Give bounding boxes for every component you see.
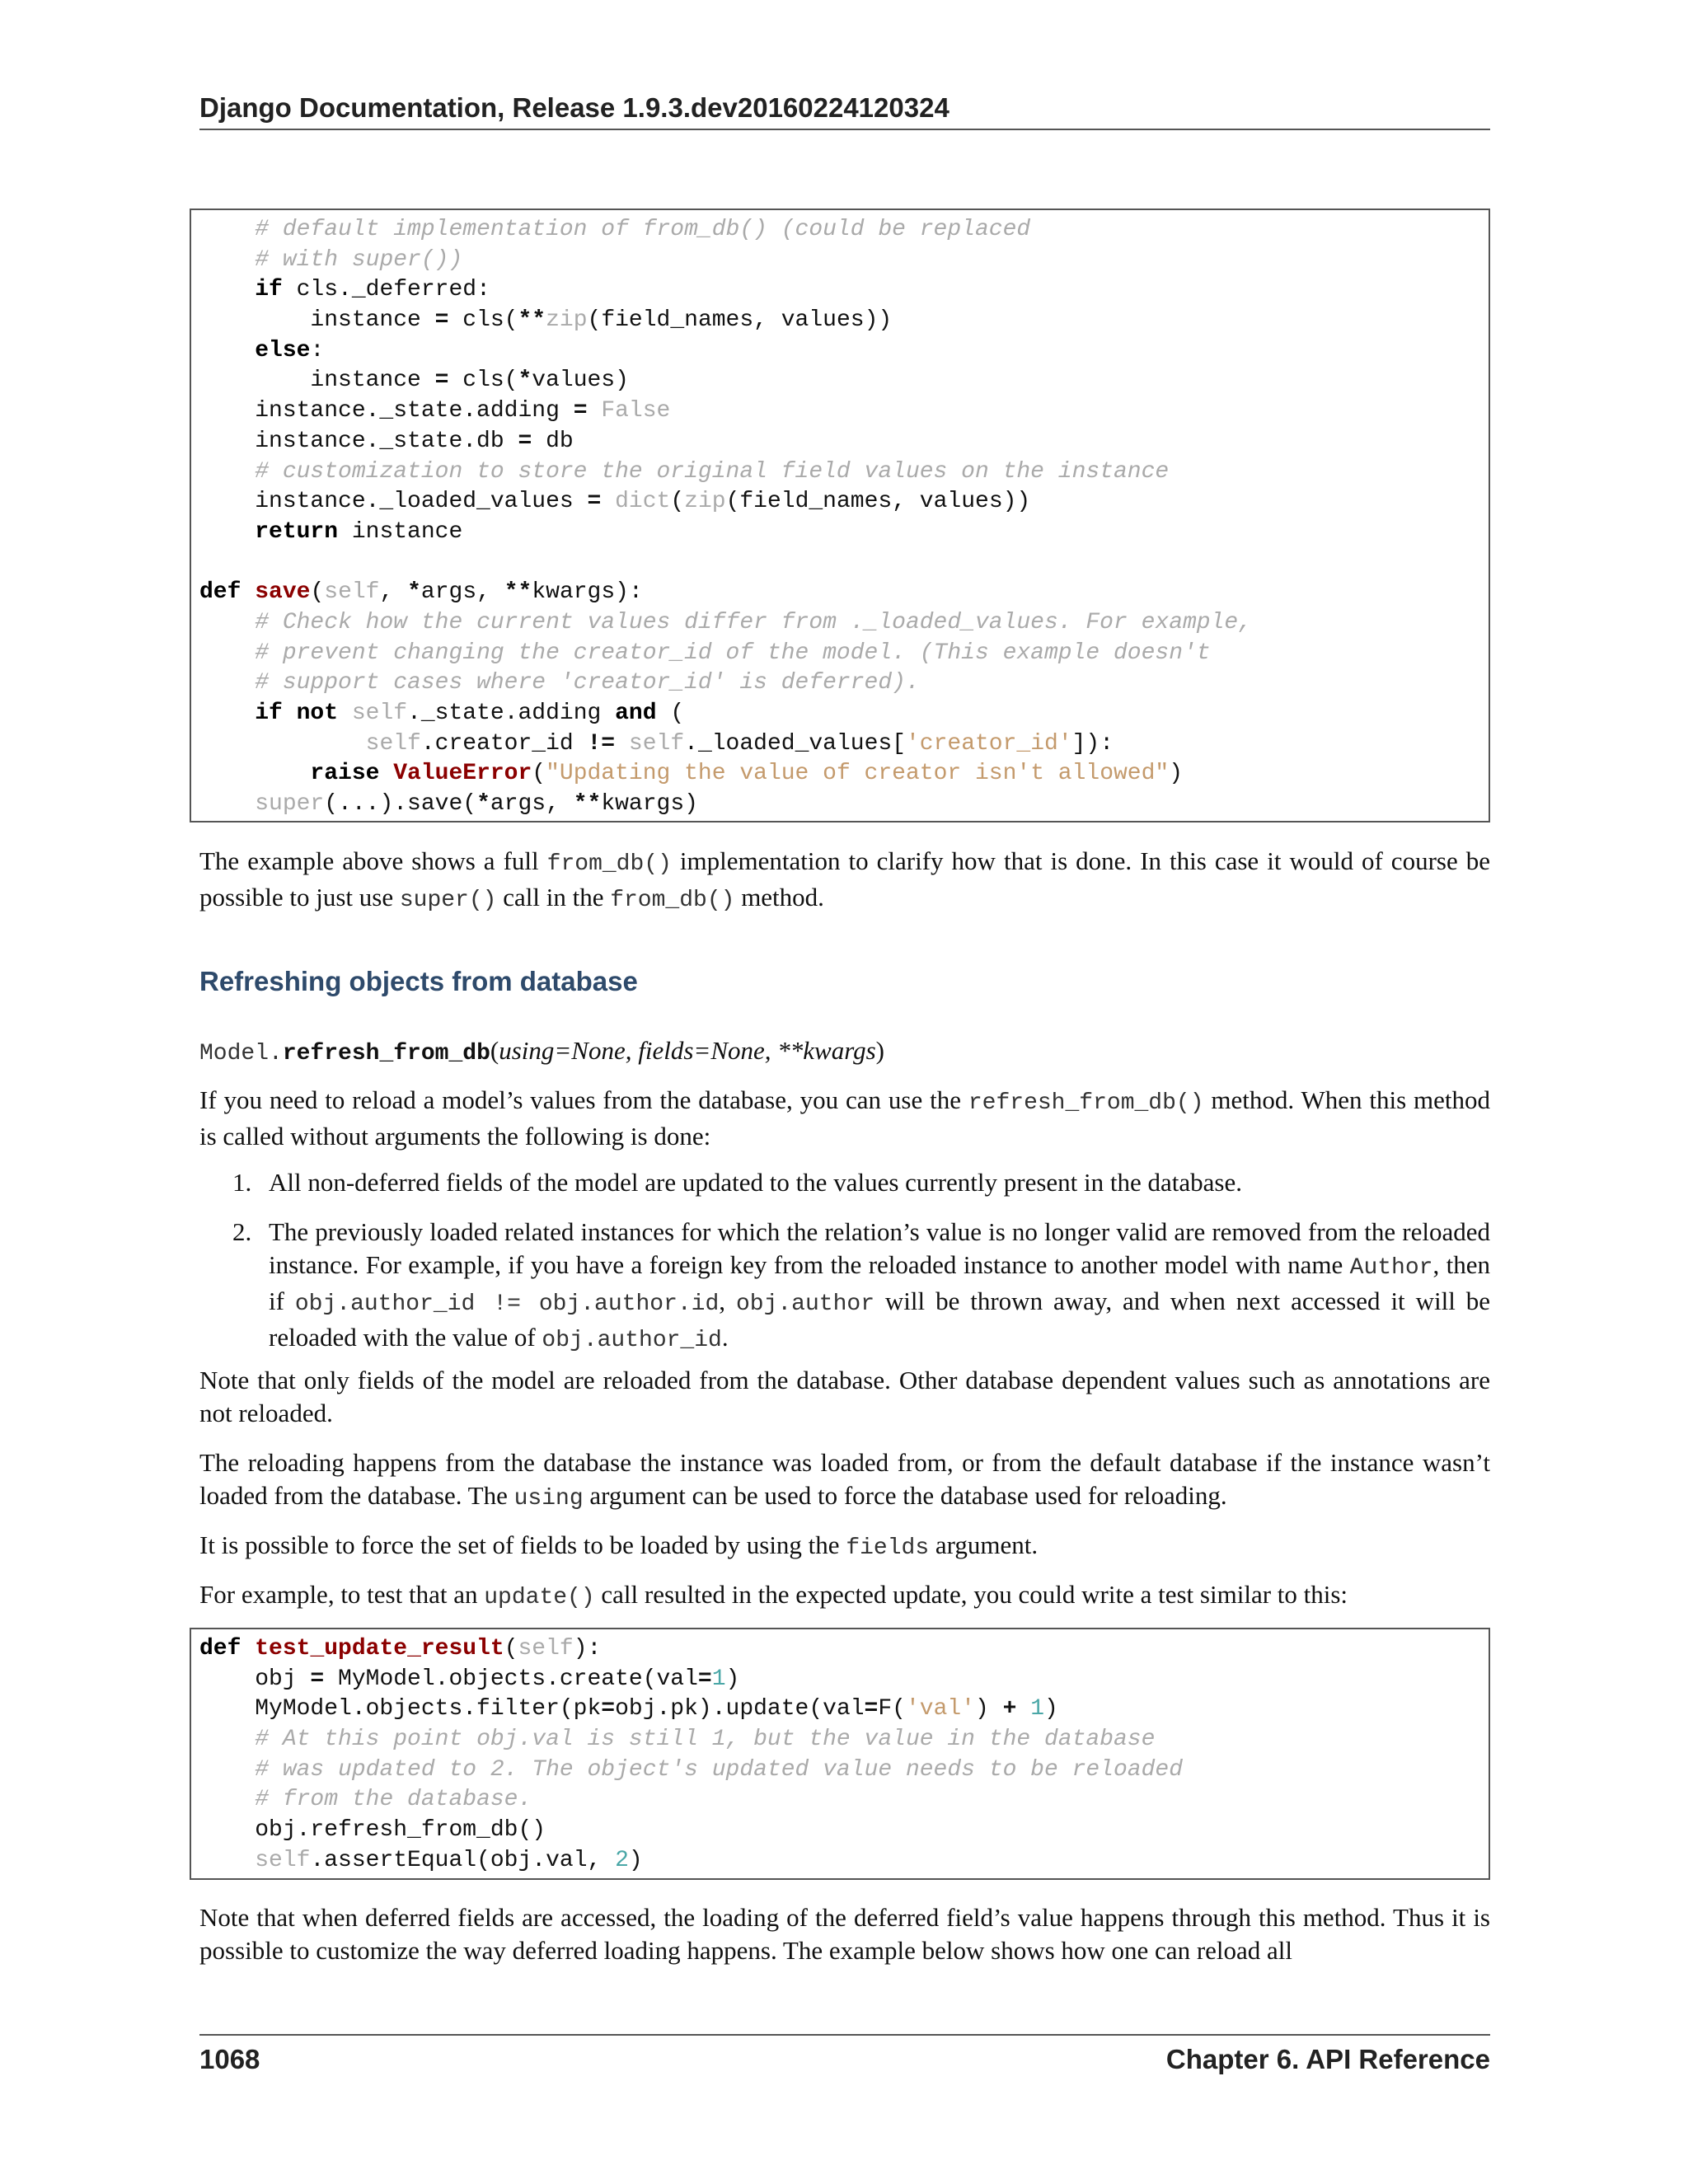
code-token [588,398,602,424]
code-token: = [434,307,449,334]
code-token: 'val' [905,1696,975,1722]
code-token: ) [974,1696,1003,1722]
code-token [601,489,615,514]
code-token: ) [725,1666,740,1692]
list-number: 1. [232,1168,252,1197]
page-header: Django Documentation, Release 1.9.3.dev20160224120324 [199,92,1490,130]
code-token: test_update_result [255,1636,504,1661]
code-token: , [379,579,408,606]
list-item [232,1216,1490,1357]
code-token: ) [1044,1696,1058,1722]
code-line [199,729,1480,760]
signature-class: Model. [199,1041,283,1066]
code-line [199,578,1480,608]
code-token: ]): [1071,730,1114,757]
code-token: zip [546,307,588,334]
code-token: ._loaded_values[ [684,730,906,757]
signature-params: using=None, fields=None, **kwargs [499,1036,876,1065]
code-token: args, [490,791,574,818]
code-token: instance._loaded_values [199,489,588,515]
text: For example, to test that an [199,1580,485,1609]
code-token: != [587,730,616,757]
code-token: = [310,1666,325,1692]
code-token: = [434,368,449,394]
text: , then if [269,1250,1490,1315]
code-token [199,519,255,545]
code-token: # from the database. [255,1787,532,1813]
code-line [199,336,1480,367]
code-token [199,1787,255,1812]
code-token: instance._state.db [199,428,518,454]
code-token: .assertEqual(obj.val, [310,1847,616,1873]
code-token [1016,1696,1030,1722]
code-block-from-db-save [190,209,1490,823]
code-token: : [310,337,325,363]
text: call resulted in the expected update, you could write a test similar to this: [594,1580,1348,1609]
paragraph-reloading-database [199,1446,1490,1516]
code-token: = [697,1666,712,1692]
list-text: All non-deferred fields of the model are updated to the values currently present in the database. [269,1168,1242,1197]
text: . [721,1323,729,1352]
code-line [199,457,1480,488]
code-token: dict [615,489,671,515]
list-number: 2. [232,1217,252,1246]
inline-code: update() [484,1585,595,1610]
code-line [199,639,1480,669]
code-line [199,215,1480,246]
code-token: self [518,1636,574,1661]
code-token: cls._deferred: [282,277,490,303]
text: method. [734,883,824,912]
code-token: (field_names, values)) [725,489,1031,515]
code-token: ( [504,1636,518,1661]
paragraph-fields-only: Note that only fields of the model are reloaded from the database. Other database dependent values such as annotations are not reloaded. [199,1366,1490,1427]
code-line [199,1816,1480,1846]
inline-code: from_db() [546,851,672,877]
code-token: cls( [448,368,518,394]
signature-open: ( [490,1036,499,1065]
code-token [199,701,255,726]
code-token: * [407,579,421,606]
code-token: raise [310,761,380,787]
code-token [199,640,255,666]
code-token: # was updated to 2. The object's updated value needs to be reloaded [255,1756,1184,1783]
code-line [199,1785,1480,1816]
code-token: instance._state.adding [199,398,574,424]
text: The example above shows a full [199,846,547,875]
list-item [232,1166,1490,1199]
text: argument. [929,1530,1039,1559]
code-token: save [255,579,311,606]
code-line [199,1665,1480,1695]
code-token: self [365,730,421,757]
code-line [199,548,1480,579]
code-token: # At this point obj.val is still 1, but the value in the database [255,1727,1156,1753]
code-token: ValueError [393,761,532,787]
code-token: self [351,701,408,726]
code-token: + [1002,1696,1017,1722]
code-token: = [601,1696,616,1722]
code-token: = [573,398,588,424]
code-token [199,1848,255,1873]
inline-code: Author [1349,1255,1433,1281]
code-token: "Updating the value of creator isn't allowed" [546,761,1170,787]
code-token: if not [255,701,339,726]
code-token [199,1757,255,1783]
text: call in the [496,883,611,912]
code-line [199,518,1480,548]
code-line [199,306,1480,336]
inline-code: super() [399,888,497,913]
code-token [615,731,629,757]
code-token: else [255,337,311,363]
code-token: (...).save( [324,791,477,818]
code-token [199,761,310,786]
code-token: # Check how the current values differ from ._loaded_values. For example, [255,609,1253,635]
code-token: cls( [448,307,518,334]
inline-code: obj.author_id [542,1328,722,1353]
signature-close: ) [875,1036,884,1065]
code-token: db [532,428,574,454]
code-token: self [324,579,380,606]
code-token: # prevent changing the creator_id of the model. (This example doesn't [255,640,1211,666]
paragraph-from-db-explanation [199,845,1490,917]
code-token: if [255,277,283,303]
page-number: 1068 [199,2044,260,2074]
code-line [199,1846,1480,1877]
page-footer [199,2034,1490,2075]
code-line [199,1634,1480,1665]
code-block-test-update [190,1628,1490,1880]
code-token: values) [532,368,629,394]
code-token [241,1636,255,1661]
code-token: instance [199,368,435,394]
code-token [199,338,255,363]
paragraph-refresh-intro [199,1084,1490,1153]
code-token: zip [684,489,726,515]
section-heading: Refreshing objects from database [199,966,638,996]
code-token: .creator_id [420,730,588,757]
code-line [199,275,1480,306]
code-line [199,608,1480,639]
code-token: 2 [615,1847,629,1873]
code-token [338,701,352,726]
code-line [199,246,1480,276]
code-token: obj.refresh_from_db() [199,1817,546,1844]
code-token: = [518,428,532,454]
code-line [199,668,1480,699]
method-signature [199,1034,884,1071]
code-token: MyModel.objects.create(val [324,1666,698,1692]
code-token: args, [420,579,504,606]
code-line [199,759,1480,790]
code-token: # default implementation of from_db() (could be replaced [255,217,1031,242]
code-token: def [199,1636,241,1661]
paragraph-fields-argument [199,1529,1490,1565]
code-token [199,459,255,485]
code-token: ( [670,489,685,515]
code-token: # support cases where 'creator_id' is deferred). [255,670,920,696]
text: It is possible to force the set of fields to be loaded by using the [199,1530,846,1559]
code-token: ( [532,761,546,787]
code-token [199,1727,255,1752]
code-line [199,1694,1480,1725]
code-token: return [255,518,339,545]
code-token: ) [1169,761,1184,787]
code-token [199,731,366,757]
inline-code: obj.author_id != obj.author.id [294,1291,720,1317]
code-token: ** [573,791,602,818]
code-token [199,217,255,242]
code-token: (field_names, values)) [587,307,893,334]
code-token: ) [628,1847,643,1873]
inline-code: fields [846,1535,930,1561]
code-token: ( [656,701,685,726]
code-token: obj.pk).update(val [615,1696,865,1722]
code-token: instance [199,307,435,334]
code-token: # customization to store the original field values on the instance [255,458,1170,485]
code-line [199,1755,1480,1786]
code-line [199,487,1480,518]
code-token: def [199,579,241,606]
code-token: # with super()) [255,246,463,273]
code-line [199,699,1480,729]
inline-code: using [513,1486,584,1511]
code-line [199,366,1480,396]
text: argument can be used to force the database used for reloading. [583,1481,1227,1510]
paragraph-test-example [199,1578,1490,1615]
code-token [241,579,255,605]
inline-code: refresh_from_db() [968,1090,1204,1116]
code-token: obj [199,1666,311,1692]
text: The reloading happens from the database the instance was loaded from, or from the default database if the instance wasn’t loaded from the database. The [199,1448,1490,1510]
code-line [199,396,1480,427]
code-token: = [864,1696,879,1722]
code-token: and [615,701,657,726]
text: If you need to reload a model’s values from the database, you can use the [199,1085,968,1114]
chapter-title: Chapter 6. API Reference [1165,2044,1490,2074]
text: , [719,1286,736,1315]
code-token [199,610,255,635]
code-token [199,791,255,817]
code-token: kwargs): [532,579,643,606]
code-token: self [255,1847,311,1873]
text: method. When this method is called without arguments the following is done: [199,1085,1490,1151]
inline-code: obj.author [735,1291,874,1317]
code-token: ( [310,579,325,606]
code-token: * [518,368,532,394]
code-token: kwargs) [601,791,698,818]
code-line [199,1725,1480,1755]
code-token: 1 [1030,1696,1045,1722]
code-token [199,247,255,273]
list-text [269,1216,1490,1357]
code-token: instance [338,518,463,545]
code-token: = [587,489,602,515]
paragraph-deferred-loading: Note that when deferred fields are accessed, the loading of the deferred field’s value happens through this method. Thus it is possible to customize the way deferred loading happens. The example below shows how one can reload all [199,1903,1490,1965]
signature-name: refresh_from_db [282,1041,490,1066]
code-line [199,790,1480,820]
text: The previously loaded related instances for which the relation’s value is no longer valid are removed from the reloaded instance. For example, if you have a foreign key from the reloaded instance to another model with name [269,1217,1490,1279]
inline-code: from_db() [610,888,735,913]
code-token: False [601,398,671,424]
ordered-list [232,1166,1490,1357]
code-token: ** [518,307,546,334]
code-token: F( [878,1696,906,1722]
text: will be thrown away, and when next accessed it will be reloaded with the value of [269,1286,1490,1352]
code-token: ): [573,1636,602,1661]
code-token [379,761,393,786]
code-token [199,670,255,696]
code-token: * [476,791,490,818]
text: implementation to clarify how that is done. In this case it would of course be possible to just use [199,846,1490,912]
code-token: ** [504,579,532,606]
code-token: 1 [711,1666,726,1692]
code-token: 'creator_id' [905,730,1072,757]
code-line [199,427,1480,457]
code-token: self [628,730,685,757]
code-token [199,277,255,302]
code-token: ._state.adding [407,701,616,726]
code-token: super [255,791,325,818]
code-token: MyModel.objects.filter(pk [199,1696,602,1722]
